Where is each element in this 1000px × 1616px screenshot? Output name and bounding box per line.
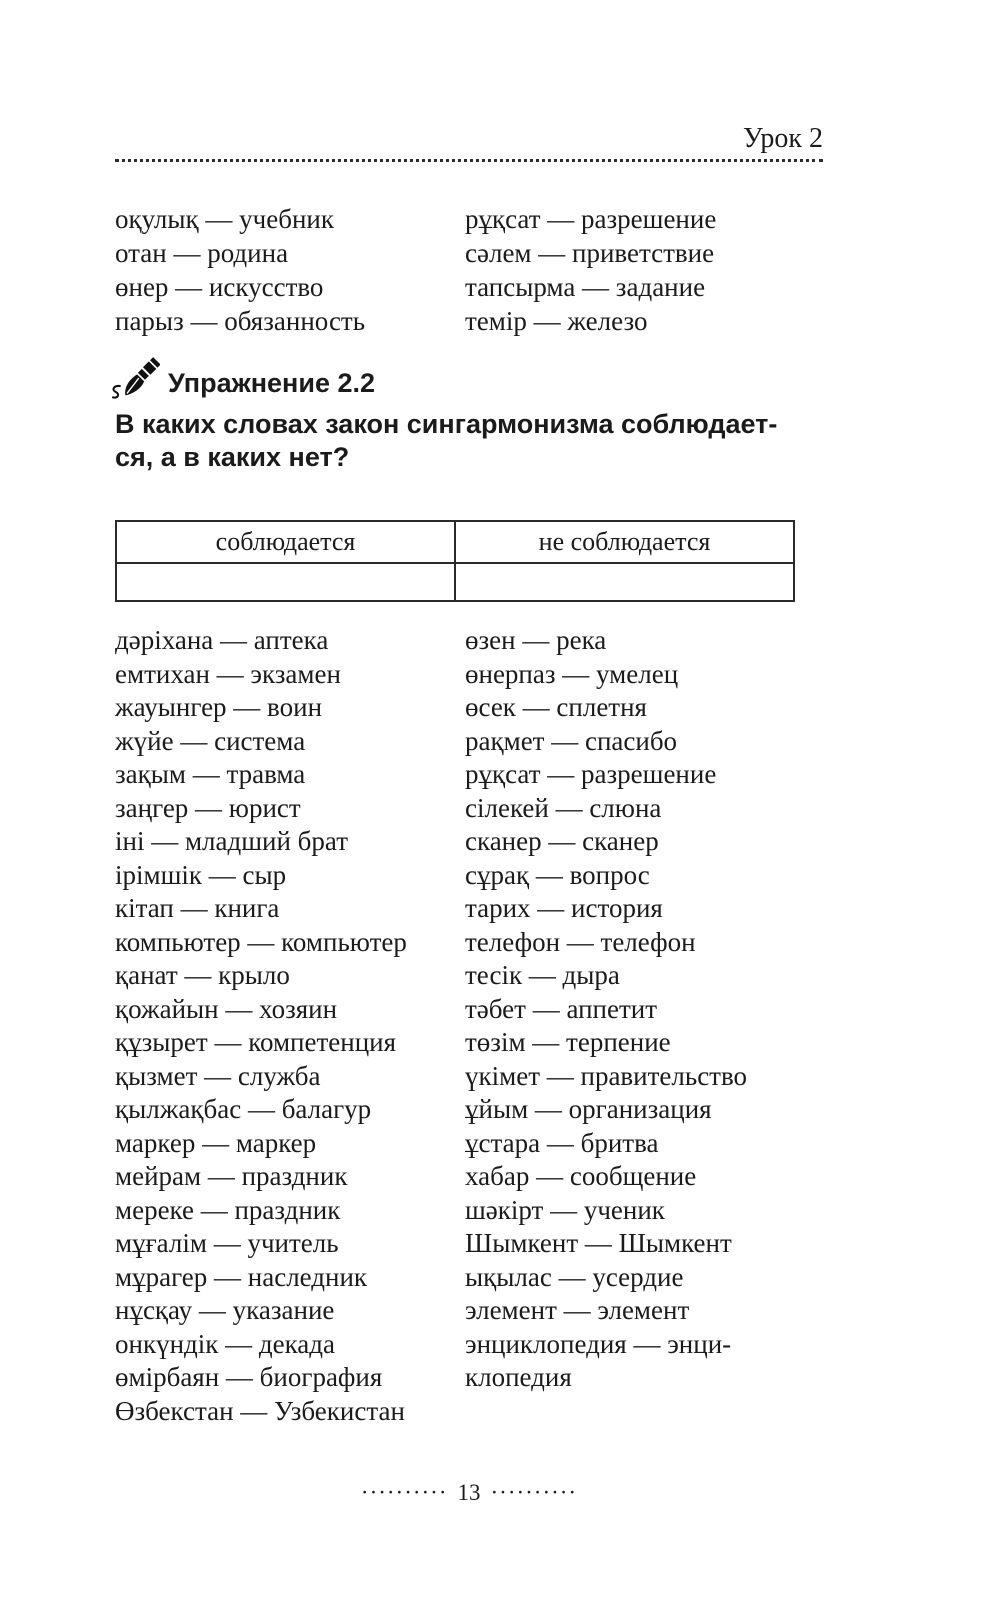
word-pair: ұстара — бритва <box>465 1127 659 1158</box>
lesson-label: Урок 2 <box>743 123 823 154</box>
answer-cell-observed[interactable] <box>116 563 455 601</box>
word-pair: энциклопедия — энци- <box>465 1328 732 1359</box>
word-pair: зақым — травма <box>115 759 306 789</box>
fountain-pen-icon <box>108 354 160 404</box>
word-pair: мұрагер — наследник <box>115 1261 368 1292</box>
word-pair: клопедия <box>465 1362 572 1392</box>
word-pair: өнерпаз — умелец <box>465 658 679 689</box>
exercise-question-line2: ся, а в каких нет? <box>115 442 350 472</box>
word-pair: сұрақ — вопрос <box>465 859 650 890</box>
word-pair: қанат — крыло <box>115 960 290 990</box>
word-pair: ірімшік — сыр <box>115 859 287 890</box>
word-pair: рақмет — спасибо <box>465 725 678 756</box>
word-pair: тарих — история <box>465 893 663 923</box>
word-pair: мейрам — праздник <box>115 1161 348 1191</box>
word-pair: төзім — терпение <box>465 1027 671 1057</box>
word-pair: тесік — дыра <box>465 960 620 990</box>
word-pair: элемент — элемент <box>465 1295 690 1325</box>
vocab-pair: сәлем — приветствие <box>465 238 715 268</box>
word-pair: телефон — телефон <box>465 926 696 957</box>
word-list-column-right <box>465 624 823 1428</box>
exercise-header <box>115 354 823 402</box>
word-pair: мұғалім — учитель <box>115 1228 339 1258</box>
table-answer-row <box>116 563 794 601</box>
word-pair: хабар — сообщение <box>465 1161 697 1191</box>
vocab-pair: рұқсат — разрешение <box>465 204 717 234</box>
word-pair: өсек — сплетня <box>465 692 647 722</box>
vocab-intro <box>115 202 823 338</box>
vocab-intro-column-left <box>115 202 465 338</box>
word-lists <box>115 624 823 1428</box>
syngharmonism-table <box>115 520 795 602</box>
page-footer <box>115 1480 823 1506</box>
page-number: 13 <box>457 1480 481 1505</box>
word-pair: сілекей — слюна <box>465 792 662 823</box>
word-list-column-left <box>115 624 465 1428</box>
vocab-pair: өнер — искусство <box>115 272 324 302</box>
table-header-row <box>116 521 794 563</box>
word-pair: Өзбекстан — Узбекистан <box>115 1395 405 1426</box>
word-pair: өзен — река <box>465 625 607 655</box>
word-pair: заңгер — юрист <box>115 792 301 823</box>
word-pair: маркер — маркер <box>115 1127 317 1158</box>
word-pair: жүйе — система <box>115 725 306 756</box>
word-pair: жауынгер — воин <box>115 692 323 722</box>
exercise-question-line1: В каких словах закон сингармонизма соблюдает- <box>115 409 778 439</box>
footer-dots-left: ·········· <box>360 1480 448 1505</box>
exercise-title: Упражнение 2.2 <box>168 368 376 398</box>
word-pair: компьютер — компьютер <box>115 926 407 957</box>
lesson-header <box>115 0 823 154</box>
vocab-pair: парыз — обязанность <box>115 306 366 336</box>
exercise-question <box>115 408 823 474</box>
vocab-pair: отан — родина <box>115 238 289 268</box>
word-pair: құзырет — компетенция <box>115 1027 397 1057</box>
word-pair: іні — младший брат <box>115 826 348 856</box>
dotted-divider <box>115 159 823 162</box>
word-pair: тәбет — аппетит <box>465 993 658 1024</box>
word-pair: онкүндік — декада <box>115 1328 336 1359</box>
word-pair: нұсқау — указание <box>115 1295 335 1325</box>
vocab-intro-column-right <box>465 202 823 338</box>
table-header-not-observed: не соблюдается <box>455 521 794 563</box>
word-pair: кітап — книга <box>115 893 280 923</box>
book-page <box>115 0 823 1506</box>
word-pair: мереке — праздник <box>115 1194 341 1225</box>
word-pair: өмірбаян — биография <box>115 1362 383 1392</box>
table-header-observed: соблюдается <box>116 521 455 563</box>
word-pair: қызмет — служба <box>115 1060 321 1091</box>
vocab-pair: оқулық — учебник <box>115 204 334 234</box>
answer-cell-not-observed[interactable] <box>455 563 794 601</box>
word-pair: қылжақбас — балагур <box>115 1094 372 1124</box>
word-pair: емтихан — экзамен <box>115 658 341 689</box>
word-pair: дәріхана — аптека <box>115 625 329 655</box>
word-pair: қожайын — хозяин <box>115 993 338 1024</box>
vocab-pair: тапсырма — задание <box>465 272 706 302</box>
word-pair: ұйым — организация <box>465 1094 712 1124</box>
word-pair: сканер — сканер <box>465 826 659 856</box>
word-pair: рұқсат — разрешение <box>465 759 717 789</box>
footer-dots-right: ·········· <box>490 1480 578 1505</box>
vocab-pair: темір — железо <box>465 306 648 336</box>
word-pair: ықылас — усердие <box>465 1261 684 1292</box>
word-pair: үкімет — правительство <box>465 1060 748 1091</box>
word-pair: шәкірт — ученик <box>465 1194 665 1225</box>
word-pair: Шымкент — Шымкент <box>465 1228 732 1258</box>
